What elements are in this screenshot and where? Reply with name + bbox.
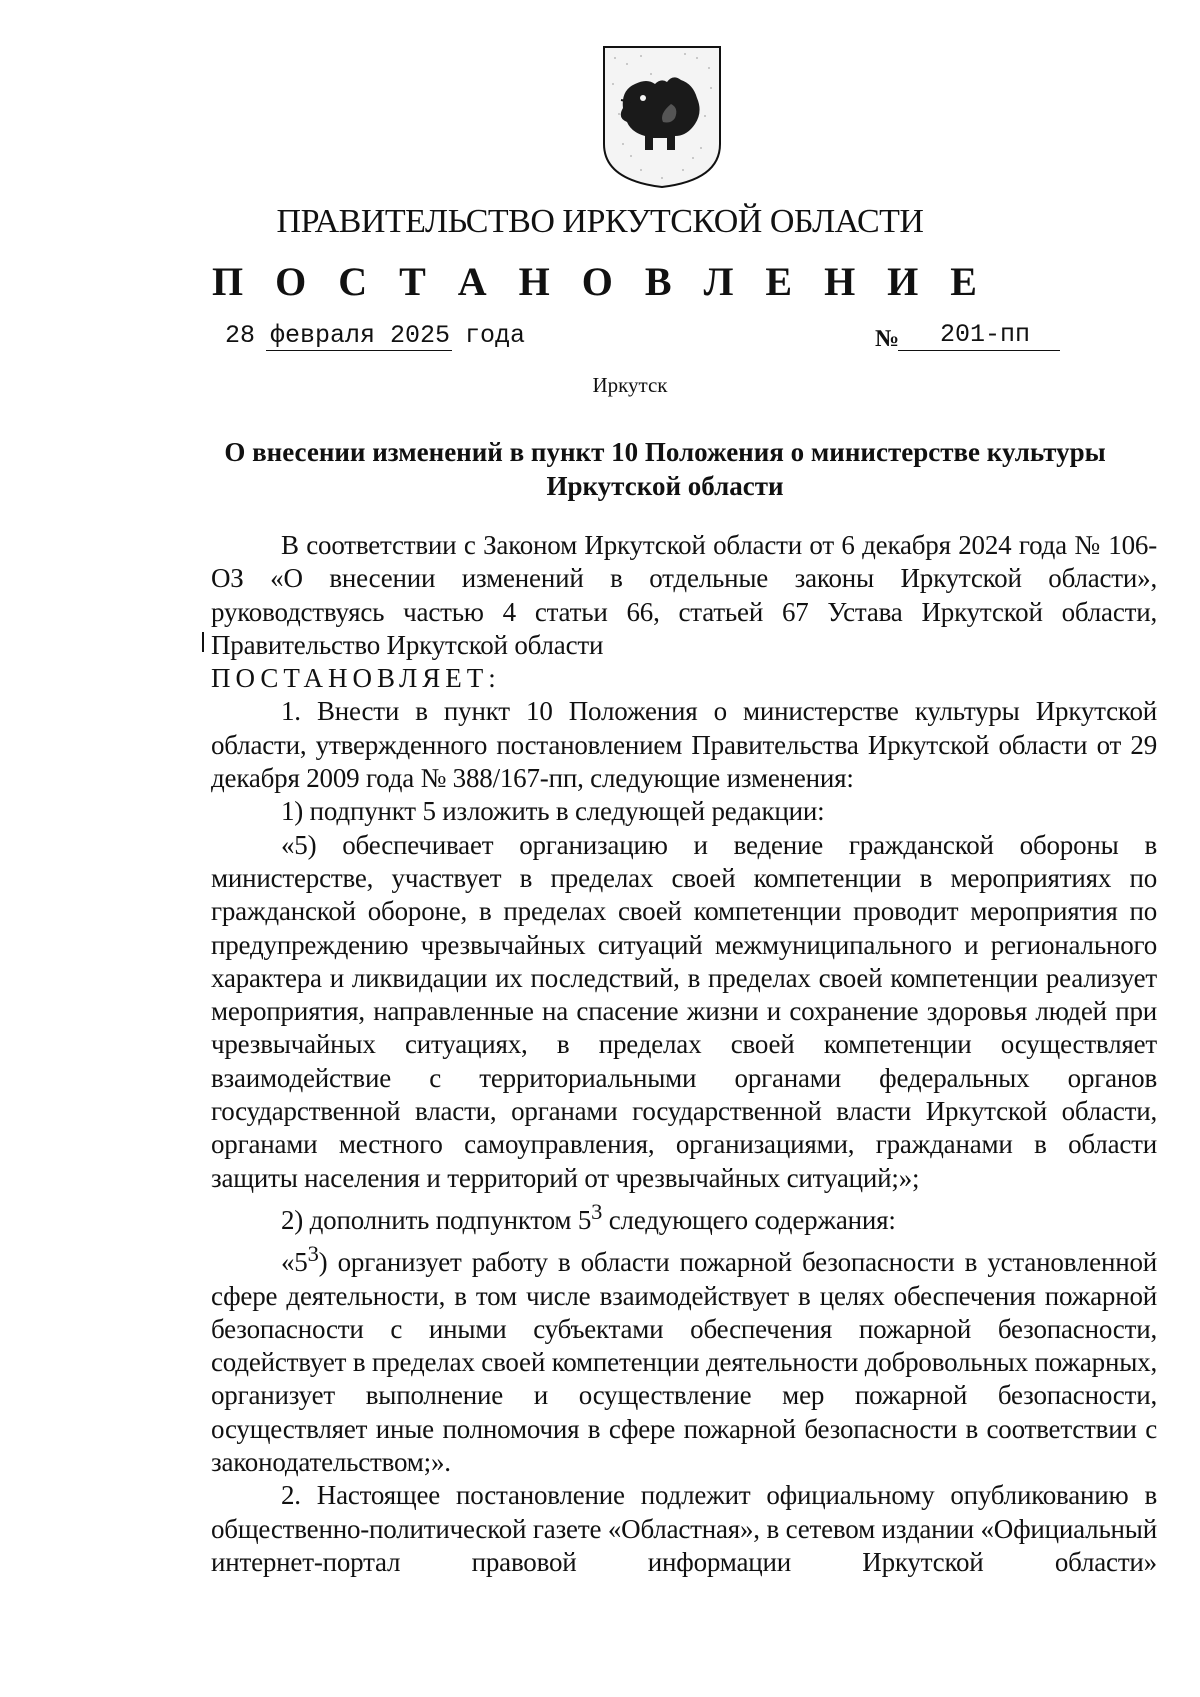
subitem-2-quote-superscript: 3 — [307, 1241, 319, 1267]
subitem-2-paragraph — [211, 1195, 1157, 1237]
document-body — [211, 529, 1157, 1579]
margin-mark — [202, 632, 204, 652]
subitem-2-quote-body: ) организует работу в области пожарной безопасности в установленной сфере деятельности, в том числе взаимодействует в целях обеспечения пожарной безопасности с иными субъектами обеспечения пожарной безопасности, содействует в пределах своей компетенции деятельности добровольных пожарных, организует выполнение и осуществление мер пожарной безопасности, осуществляет иные полномочия в сфере пожарной безопасности в соответствии с законодательством;». — [211, 1247, 1157, 1478]
resolves-heading: ПОСТАНОВЛЯЕТ: — [211, 663, 501, 694]
subitem-2-quote-open: «5 — [281, 1247, 308, 1278]
date-underline — [266, 350, 452, 351]
document-date: 28 февраля 2025 года — [225, 321, 526, 350]
subitem-1-quoted-text: «5) обеспечивает организацию и ведение гражданской обороны в министерстве, участвует в пределах своей компетенции в мероприятиях по гражданской обороне, в пределах своей компетенции проводит мероприятия по предупреждению чрезвычайных ситуаций межмуниципального и регионального характера и ликвидации их последствий, в пределах своей компетенции реализует мероприятия, направленные на спасение жизни и сохранение здоровья людей при чрезвычайных ситуациях, в пределах своей компетенции осуществляет взаимодействие с территориальными органами федеральных органов государственной власти, органами государственной власти Иркутской области, органами местного самоуправления, организациями, гражданами в области защиты населения и территорий от чрезвычайных ситуаций;»; — [211, 829, 1157, 1193]
number-sign: № — [875, 326, 900, 352]
document-title: О внесении изменений в пункт 10 Положения о министерстве культуры Иркутской области — [224, 437, 1106, 501]
coat-of-arms-icon — [601, 44, 723, 190]
subitem-2-text-before: 2) дополнить подпунктом 5 — [281, 1204, 592, 1235]
preamble-paragraph: В соответствии с Законом Иркутской области от 6 декабря 2024 года № 106-ОЗ «О внесении изменений в отдельные законы Иркутской области», руководствуясь частью 4 статьи 66, статьей 67 Устава Иркутской области, Правительство Иркутской области — [211, 530, 1157, 660]
item-1-paragraph: 1. Внести в пункт 10 Положения о министерстве культуры Иркутской области, утвержденного постановлением Правительства Иркутской области от 29 декабря 2009 года № 388/167-пп, следующие изменения: — [211, 696, 1157, 794]
document-number: 201-пп — [940, 320, 1031, 349]
item-2-paragraph: 2. Настоящее постановление подлежит официальному опубликованию в общественно-политической газете «Областная», в сетевом издании «Официальный интернет-портал правовой информации Иркутской области» — [211, 1480, 1157, 1577]
subitem-2-superscript: 3 — [591, 1198, 603, 1224]
subitem-2-quoted-text — [211, 1237, 1157, 1479]
government-name: ПРАВИТЕЛЬСТВО ИРКУТСКОЙ ОБЛАСТИ — [276, 203, 924, 240]
subitem-2-text-after: следующего содержания: — [602, 1204, 896, 1235]
document-city: Иркутск — [592, 373, 668, 397]
document-type: П О С Т А Н О В Л Е Н И Е — [212, 259, 988, 304]
number-underline — [898, 350, 1060, 351]
subitem-1-paragraph: 1) подпункт 5 изложить в следующей редакции: — [281, 796, 825, 827]
